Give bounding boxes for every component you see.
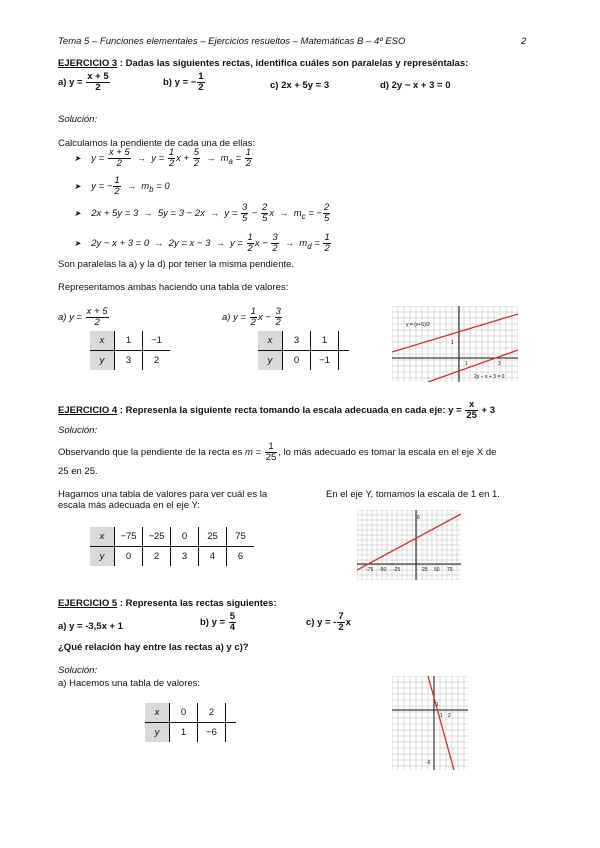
arrow-icon: →: [143, 207, 153, 218]
ex3-b-num: 1: [198, 71, 204, 82]
ex5-eq-c: [306, 612, 351, 633]
line-ex5: [428, 676, 454, 770]
table-cell: x: [258, 331, 283, 351]
num: 3: [272, 232, 278, 243]
text: + 3: [478, 404, 496, 416]
num: x + 5: [108, 147, 130, 158]
ex3-eq-b: [163, 72, 206, 93]
text: 2y = x − 3: [168, 237, 211, 249]
num: 1: [324, 232, 330, 243]
den: 5: [323, 212, 330, 224]
fraction: [261, 203, 268, 224]
num: 1: [250, 306, 256, 317]
table-cell: y: [90, 351, 115, 371]
text: y =: [448, 404, 465, 416]
den: 4: [229, 621, 236, 633]
ex4-obs: [58, 442, 496, 463]
table-cell: 3: [283, 331, 311, 351]
table-cell: 4: [199, 547, 227, 567]
text: x −: [257, 311, 274, 323]
text: m: [141, 180, 150, 192]
ex3-represent: Representamos ambas haciendo una tabla de valores:: [58, 282, 289, 293]
ex3-b-label: b) y = −: [163, 76, 197, 88]
fraction: [245, 148, 252, 169]
ex4-statement: : Represenla la siguiente recta tomando la escala adecuada en cada eje:: [117, 404, 446, 416]
table-cell: −25: [143, 527, 171, 547]
table-cell: 0: [115, 547, 143, 567]
table-cell: −75: [115, 527, 143, 547]
ex3-a-frac: [86, 72, 109, 93]
den: 2: [275, 316, 281, 328]
ex3-value-table-a: [90, 331, 170, 370]
ex3-tab-d-label: [222, 307, 283, 328]
tick-x: 50: [434, 567, 440, 573]
arrow-icon: →: [206, 152, 216, 163]
text: 2y − x + 3 = 0: [91, 237, 150, 249]
text: Observando que la pendiente de la recta es: [58, 446, 245, 458]
num: 7: [338, 611, 344, 622]
fraction: [265, 442, 278, 463]
ex3-heading: EJERCICIO 3: [58, 58, 118, 69]
ex3-solucion: Solución:: [58, 114, 98, 125]
tick-x: -25: [393, 567, 401, 573]
table-cell: y: [145, 723, 170, 743]
ex3-tab-a-label: [58, 307, 110, 328]
den: 2: [245, 157, 252, 169]
num: 3: [242, 202, 248, 213]
tick-x: 75: [447, 567, 453, 573]
table-cell: 3: [171, 547, 199, 567]
text: x −: [254, 237, 271, 249]
text: m: [293, 207, 302, 219]
fraction: [229, 612, 236, 633]
ex3-eq-c: c) 2x + 5y = 3: [270, 80, 330, 91]
num: 2: [323, 202, 330, 213]
grid: [392, 306, 518, 382]
num: 3: [275, 306, 281, 317]
ex3-slope-d: [74, 233, 332, 254]
den: 25: [466, 409, 477, 421]
table-cell: [226, 703, 237, 723]
subscript: c: [301, 211, 306, 221]
fraction: [250, 307, 257, 328]
ex3-slope-b: [74, 176, 170, 197]
den: 5: [262, 212, 268, 224]
ex4-title: [58, 400, 495, 421]
fraction: [108, 148, 131, 169]
fraction: [247, 233, 254, 254]
text: a) y =: [58, 311, 85, 323]
ex5-question: ¿Qué relación hay entre las rectas a) y c)?: [58, 642, 249, 653]
den: 2: [338, 621, 344, 633]
fraction: [275, 307, 282, 328]
fraction: [271, 233, 278, 254]
bullet-icon: ➤: [74, 238, 81, 248]
ex3-statement: : Dadas las siguientes rectas, identifica cuáles son paralelas y represéntalas:: [117, 58, 469, 69]
table-cell: 75: [227, 527, 255, 547]
page-number: 2: [521, 36, 527, 47]
page-header: Tema 5 – Funciones elementales – Ejercicios resueltos – Matemáticas B – 4º ESO: [58, 36, 406, 47]
den: 2: [272, 242, 278, 254]
arrow-icon: →: [285, 237, 294, 248]
num: 2: [262, 202, 268, 213]
ex5-eq-b: [200, 612, 237, 633]
text: 5y = 3 − 2x: [157, 207, 205, 219]
grid: [392, 676, 468, 770]
table-cell: x: [90, 331, 115, 351]
num: 1: [247, 232, 253, 243]
tick-y: -6: [426, 760, 431, 766]
ex4-obs3: 25 en 25.: [58, 466, 98, 477]
fraction: [113, 176, 120, 197]
line-a: [392, 314, 518, 352]
ex4-graph: [357, 510, 461, 580]
ex4-solucion: Solución:: [58, 425, 98, 436]
table-cell: 1: [170, 723, 198, 743]
fraction: [241, 203, 248, 224]
fraction: [337, 612, 344, 633]
tick-x: 1: [465, 361, 468, 367]
label-line-a: y = (x+5)/2: [406, 322, 430, 328]
num: x: [465, 400, 478, 411]
tick-y: 6: [417, 515, 420, 521]
text: m =: [244, 446, 264, 458]
ex5-value-table: [145, 703, 236, 742]
ex3-intro: Calculamos la pendiente de cada una de ellas:: [58, 138, 255, 149]
table-cell: 2: [143, 547, 171, 567]
ex3-graph: [392, 306, 518, 382]
text: m: [299, 237, 308, 249]
text: y =: [151, 152, 167, 164]
subscript: d: [307, 241, 312, 251]
ex5-title: [58, 598, 277, 609]
ex5-graph: [392, 676, 468, 770]
tick-x2: 3: [498, 361, 501, 367]
arrow-icon: →: [210, 207, 220, 218]
fraction: [168, 148, 175, 169]
text: y = −: [91, 180, 113, 192]
table-cell: y: [90, 547, 115, 567]
num: 5: [229, 611, 236, 622]
ex4-heading: EJERCICIO 4: [58, 404, 118, 416]
ex5-heading: EJERCICIO 5: [58, 598, 118, 609]
ex4-value-table: [90, 527, 254, 566]
text: 2x + 5y = 3: [91, 207, 139, 219]
ex4-tabla-text-1: Hagamos una tabla de valores para ver cuál es la: [58, 489, 268, 500]
text: x +: [176, 152, 192, 164]
ex4-tabla-text-2: escala más adecuada en el eje Y:: [58, 500, 200, 511]
bullet-icon: ➤: [74, 181, 81, 191]
text: x: [345, 616, 351, 628]
text: , lo más adecuado es tomar la escala en el eje X de: [278, 446, 497, 458]
den: 5: [242, 212, 248, 224]
table-cell: 0: [283, 351, 311, 371]
label-line-d: 2y − x + 3 = 0: [474, 374, 505, 380]
fraction: [193, 148, 200, 169]
bullet-icon: ➤: [74, 208, 81, 218]
line-ex4: [357, 514, 461, 570]
num: 1: [114, 175, 120, 186]
fraction: [323, 233, 330, 254]
table-cell: 1: [311, 331, 339, 351]
den: 2: [94, 316, 100, 328]
ex5-eq-a: a) y = -3,5x + 1: [58, 621, 123, 632]
ex3-b-den: 2: [198, 81, 204, 93]
ex3-a-num: x + 5: [87, 71, 109, 82]
den: 2: [324, 242, 330, 254]
arrow-icon: →: [154, 237, 164, 248]
text: =: [311, 237, 323, 249]
arrow-icon: →: [137, 152, 146, 163]
text: y =: [91, 152, 107, 164]
tick-y: 1: [451, 340, 454, 346]
table-cell: x: [90, 527, 115, 547]
text: −: [249, 207, 261, 219]
table-cell: −6: [198, 723, 226, 743]
den: 2: [247, 242, 253, 254]
bullet-icon: ➤: [74, 153, 81, 163]
tick-x: 25: [422, 567, 428, 573]
arrow-icon: →: [215, 237, 225, 248]
text: b) y =: [200, 616, 228, 628]
table-cell: −1: [143, 331, 171, 351]
text: = 0: [153, 180, 170, 192]
ex3-slope-c: [74, 203, 331, 224]
table-cell: −1: [311, 351, 339, 371]
ex3-b-frac: [197, 72, 204, 93]
text: y =: [224, 207, 240, 219]
text: m: [220, 152, 229, 164]
table-cell: 1: [115, 331, 143, 351]
num: 1: [245, 147, 252, 158]
text: =: [232, 152, 244, 164]
text: x: [269, 207, 275, 219]
ex3-parallel: Son paralelas la a) y la d) por tener la misma pendiente.: [58, 259, 295, 270]
num: x + 5: [86, 306, 108, 317]
num: 1: [265, 442, 278, 453]
ex3-a-den: 2: [95, 81, 101, 93]
ex5-solucion: Solución:: [58, 665, 98, 676]
arrow-icon: →: [279, 207, 289, 218]
table-cell: [339, 351, 350, 371]
den: 25: [265, 451, 277, 463]
table-cell: 2: [143, 351, 171, 371]
num: 1: [168, 147, 175, 158]
text: y =: [229, 237, 246, 249]
subscript: b: [149, 184, 154, 194]
ex3-title: [58, 58, 468, 69]
num: 5: [193, 147, 200, 158]
arrow-icon: →: [126, 180, 136, 191]
den: 2: [116, 157, 122, 169]
table-cell: [226, 723, 237, 743]
table-cell: 25: [199, 527, 227, 547]
ex3-eq-d: d) 2y − x + 3 = 0: [380, 80, 451, 91]
ex5-intro: a) Hacemos una tabla de valores:: [58, 678, 201, 689]
ex3-slope-a: [74, 148, 253, 169]
tick-y: 1: [436, 702, 439, 708]
fraction: [465, 400, 478, 421]
table-cell: [339, 331, 350, 351]
ex5-statement: : Representa las rectas siguientes:: [117, 598, 277, 609]
ex3-eq-a: [58, 72, 111, 93]
tick-x: -75: [366, 567, 374, 573]
table-cell: y: [258, 351, 283, 371]
table-cell: x: [145, 703, 170, 723]
table-cell: 2: [198, 703, 226, 723]
text: = −: [305, 207, 322, 219]
den: 2: [193, 157, 200, 169]
den: 2: [168, 157, 175, 169]
tick-x: 2: [448, 713, 451, 719]
ex4-escala-y: En el eje Y, tomamos la escala de 1 en 1.: [326, 489, 500, 500]
table-cell: 0: [170, 703, 198, 723]
table-cell: 6: [227, 547, 255, 567]
table-cell: 3: [115, 351, 143, 371]
fraction: [86, 307, 109, 328]
tick-x: -50: [379, 567, 387, 573]
tick-x: 1: [440, 713, 443, 719]
table-cell: 0: [171, 527, 199, 547]
ex3-a-label: a) y =: [58, 76, 86, 88]
den: 2: [250, 316, 256, 328]
ex3-value-table-d: [258, 331, 349, 370]
text: a) y =: [222, 311, 249, 323]
text: c) y = -: [306, 616, 337, 628]
fraction: [323, 203, 330, 224]
den: 2: [114, 185, 120, 197]
subscript: a: [228, 156, 233, 166]
